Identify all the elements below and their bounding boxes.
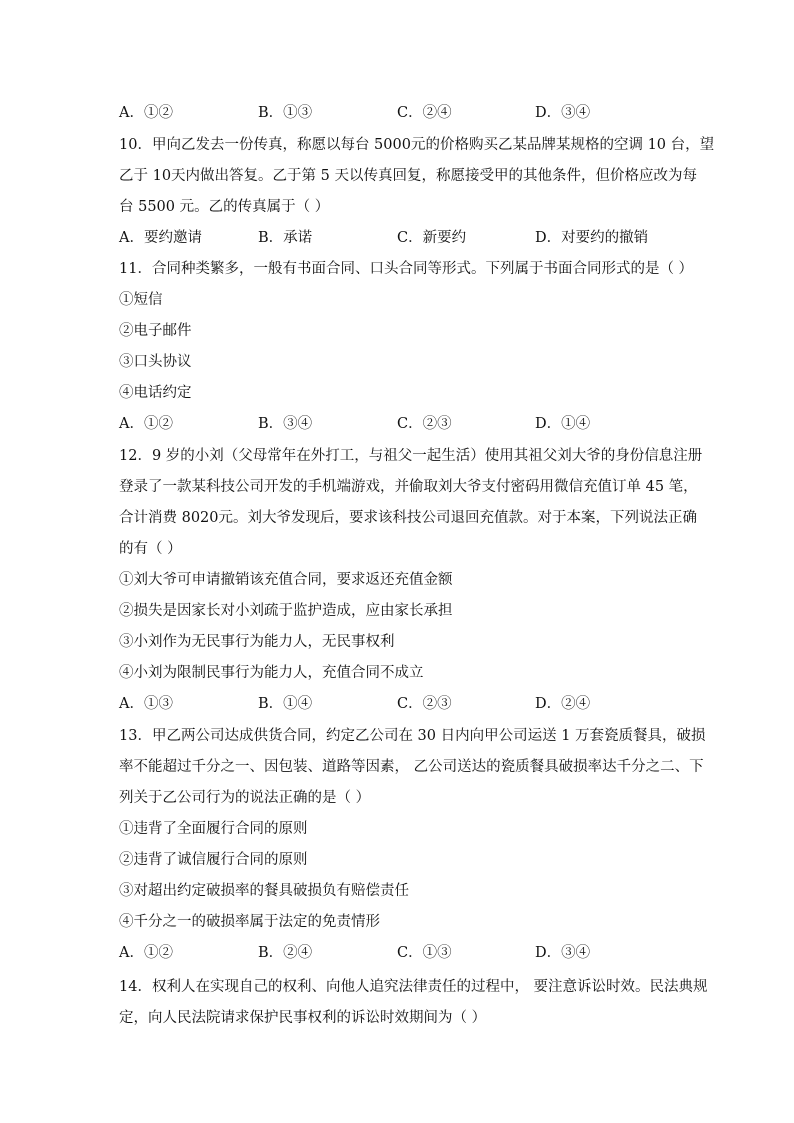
q13-option-c[interactable]: C．①③ bbox=[397, 945, 452, 961]
q13-item-3: ③对超出约定破损率的餐具破损负有赔偿责任 bbox=[119, 883, 409, 899]
q10-options bbox=[119, 228, 679, 248]
q12-stem-line-4: 的有（ ） bbox=[119, 541, 182, 557]
q9-options bbox=[119, 103, 679, 123]
q11-options bbox=[119, 414, 679, 434]
q12-option-a[interactable]: A．①③ bbox=[119, 696, 173, 712]
q10-option-c[interactable]: C．新要约 bbox=[397, 230, 467, 246]
q14-stem-line-1: 14．权利人在实现自己的权利、向他人追究法律责任的过程中， 要注意诉讼时效。民法典规 bbox=[119, 979, 708, 995]
q9-option-c[interactable]: C．②④ bbox=[397, 105, 452, 121]
q13-item-4: ④千分之一的破损率属于法定的免责情形 bbox=[119, 914, 380, 930]
q11-stem-line-1: 11．合同种类繁多，一般有书面合同、口头合同等形式。下列属于书面合同形式的是（ ） bbox=[119, 261, 694, 277]
q10-option-a[interactable]: A．要约邀请 bbox=[119, 230, 202, 246]
q9-option-d[interactable]: D．③④ bbox=[535, 105, 591, 121]
q13-stem-line-3: 列关于乙公司行为的说法正确的是（ ） bbox=[119, 790, 371, 806]
q9-option-b[interactable]: B．①③ bbox=[258, 105, 313, 121]
q11-item-4: ④电话约定 bbox=[119, 385, 192, 401]
q11-item-3: ③口头协议 bbox=[119, 354, 192, 370]
q12-options bbox=[119, 694, 679, 714]
q10-option-d[interactable]: D．对要约的撤销 bbox=[535, 230, 649, 246]
q13-stem-line-1: 13．甲乙两公司达成供货合同，约定乙公司在 30 日内向甲公司运送 1 万套瓷质餐具，破损 bbox=[119, 728, 706, 744]
q13-options bbox=[119, 943, 679, 963]
q12-item-4: ④小刘为限制民事行为能力人，充值合同不成立 bbox=[119, 665, 424, 681]
q11-item-1: ①短信 bbox=[119, 292, 163, 308]
q13-stem-line-2: 率不能超过千分之一、因包装、道路等因素， 乙公司送达的瓷质餐具破损率达千分之二、下 bbox=[119, 759, 704, 775]
q12-option-d[interactable]: D．②④ bbox=[535, 696, 591, 712]
q12-item-3: ③小刘作为无民事行为能力人，无民事权利 bbox=[119, 634, 395, 650]
q11-option-d[interactable]: D．①④ bbox=[535, 416, 591, 432]
q10-option-b[interactable]: B．承诺 bbox=[258, 230, 313, 246]
q10-stem-line-2: 乙于 10天内做出答复。乙于第 5 天以传真回复，称愿接受甲的其他条件，但价格应改为每 bbox=[119, 168, 697, 184]
q13-item-1: ①违背了全面履行合同的原则 bbox=[119, 821, 308, 837]
q9-option-a[interactable]: A．①② bbox=[119, 105, 173, 121]
q12-stem-line-2: 登录了一款某科技公司开发的手机端游戏，并偷取刘大爷支付密码用微信充值订单 45 笔， bbox=[119, 479, 698, 495]
q14-stem-line-2: 定，向人民法院请求保护民事权利的诉讼时效期间为（ ） bbox=[119, 1010, 487, 1026]
q12-option-b[interactable]: B．①④ bbox=[258, 696, 313, 712]
q11-option-c[interactable]: C．②③ bbox=[397, 416, 452, 432]
q12-stem-line-3: 合计消费 8020元。刘大爷发现后，要求该科技公司退回充值款。对于本案，下列说法正确 bbox=[119, 510, 698, 526]
q12-option-c[interactable]: C．②③ bbox=[397, 696, 452, 712]
q13-option-d[interactable]: D．③④ bbox=[535, 945, 591, 961]
q11-option-a[interactable]: A．①② bbox=[119, 416, 173, 432]
q10-stem-line-1: 10．甲向乙发去一份传真，称愿以每台 5000元的价格购买乙某品牌某规格的空调 10 台，望 bbox=[119, 137, 715, 153]
q13-option-b[interactable]: B．②④ bbox=[258, 945, 313, 961]
q13-option-a[interactable]: A．①② bbox=[119, 945, 173, 961]
q12-item-2: ②损失是因家长对小刘疏于监护造成，应由家长承担 bbox=[119, 603, 453, 619]
q11-item-2: ②电子邮件 bbox=[119, 323, 192, 339]
q13-item-2: ②违背了诚信履行合同的原则 bbox=[119, 852, 308, 868]
q10-stem-line-3: 台 5500 元。乙的传真属于（ ） bbox=[119, 199, 330, 215]
q12-item-1: ①刘大爷可申请撤销该充值合同，要求返还充值金额 bbox=[119, 572, 453, 588]
q11-option-b[interactable]: B．③④ bbox=[258, 416, 313, 432]
q12-stem-line-1: 12．9 岁的小刘（父母常年在外打工，与祖父一起生活）使用其祖父刘大爷的身份信息注册 bbox=[119, 448, 703, 464]
